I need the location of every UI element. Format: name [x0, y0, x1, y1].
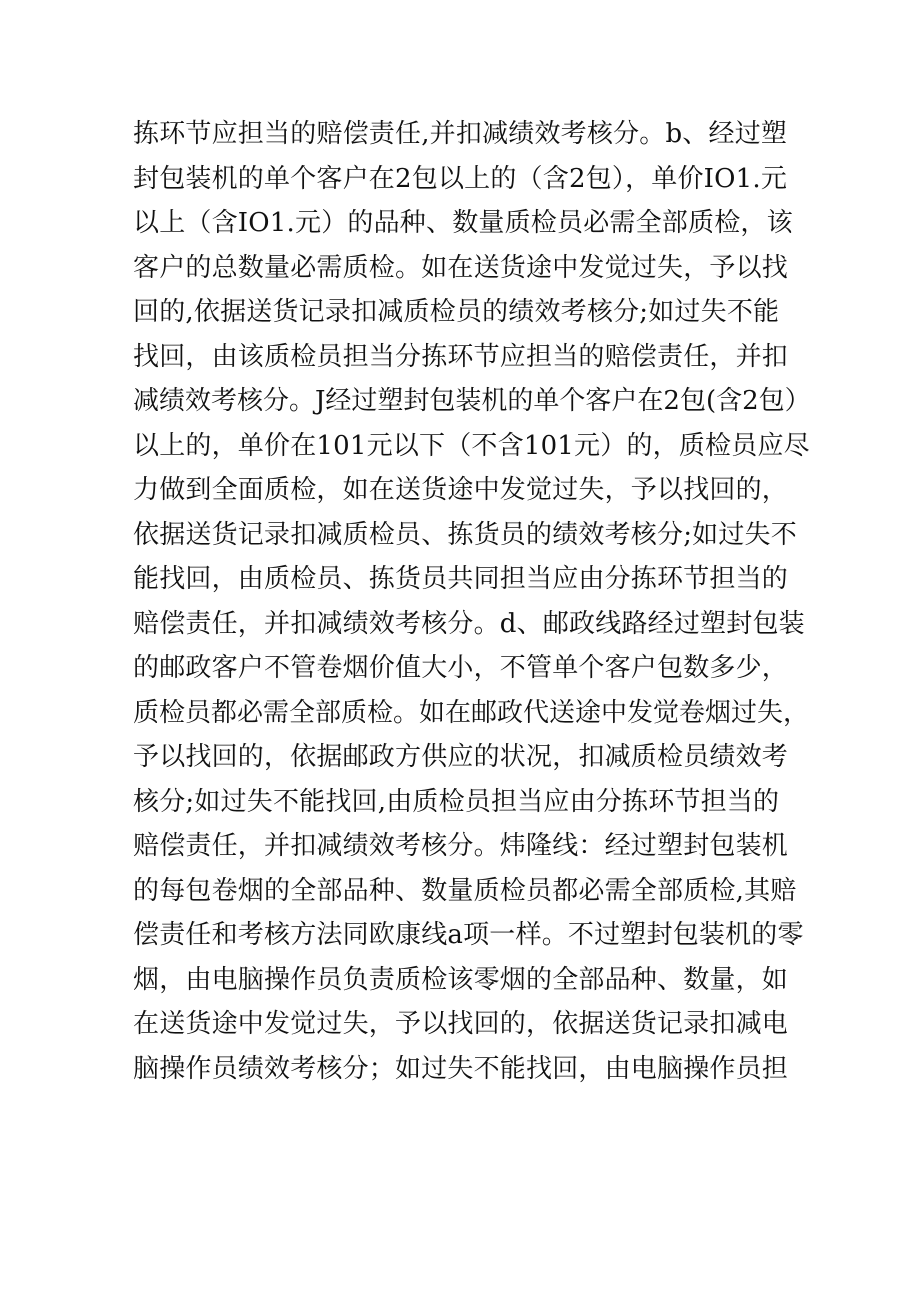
- text-line: 质检员都必需全部质检。如在邮政代送途中发觉卷烟过失，: [133, 697, 810, 728]
- text-line: 以上的，单价在101元以下（不含101元）的，质检员应尽: [133, 430, 810, 461]
- text-line: 烟，由电脑操作员负责质检该零烟的全部品种、数量，如: [133, 964, 789, 995]
- text-line: 拣环节应担当的赔偿责任,并扣减绩效考核分。b、经过塑: [133, 119, 788, 149]
- text-line: 封包装机的单个客户在2包以上的（含2包），单价IO1.元: [133, 163, 788, 194]
- text-line: 减绩效考核分。J经过塑封包装机的单个客户在2包(含2包）: [133, 386, 811, 416]
- text-line: 的邮政客户不管卷烟价值大小，不管单个客户包数多少，: [133, 653, 789, 683]
- text-line: 回的,依据送货记录扣减质检员的绩效考核分;如过失不能: [133, 297, 780, 327]
- text-line: 赔偿责任，并扣减绩效考核分。d、邮政线路经过塑封包装: [133, 608, 805, 639]
- text-line: 在送货途中发觉过失，予以找回的，依据送货记录扣减电: [133, 1009, 789, 1039]
- text-line: 找回，由该质检员担当分拣环节应担当的赔偿责任，并扣: [133, 341, 789, 372]
- text-line: 偿责任和考核方法同欧康线a项一样。不过塑封包装机的零: [133, 920, 804, 950]
- text-line: 脑操作员绩效考核分；如过失不能找回，由电脑操作员担: [133, 1053, 789, 1084]
- text-line: 以上（含IO1.元）的品种、数量质检员必需全部质检，该: [133, 208, 793, 238]
- text-line: 能找回，由质检员、拣货员共同担当应由分拣环节担当的: [133, 564, 789, 594]
- text-line: 力做到全面质检，如在送货途中发觉过失，予以找回的，: [133, 475, 789, 505]
- text-line: 赔偿责任，并扣减绩效考核分。炜隆线：经过塑封包装机: [133, 831, 789, 861]
- text-line: 依据送货记录扣减质检员、拣货员的绩效考核分;如过失不: [133, 519, 797, 550]
- body-text: [133, 112, 813, 1091]
- text-line: 予以找回的，依据邮政方供应的状况，扣减质检员绩效考: [133, 742, 789, 772]
- text-line: 的每包卷烟的全部品种、数量质检员都必需全部质检,其赔: [133, 875, 797, 906]
- text-line: 客户的总数量必需质检。如在送货途中发觉过失，予以找: [133, 252, 789, 283]
- text-line: 核分;如过失不能找回,由质检员担当应由分拣环节担当的: [133, 786, 780, 817]
